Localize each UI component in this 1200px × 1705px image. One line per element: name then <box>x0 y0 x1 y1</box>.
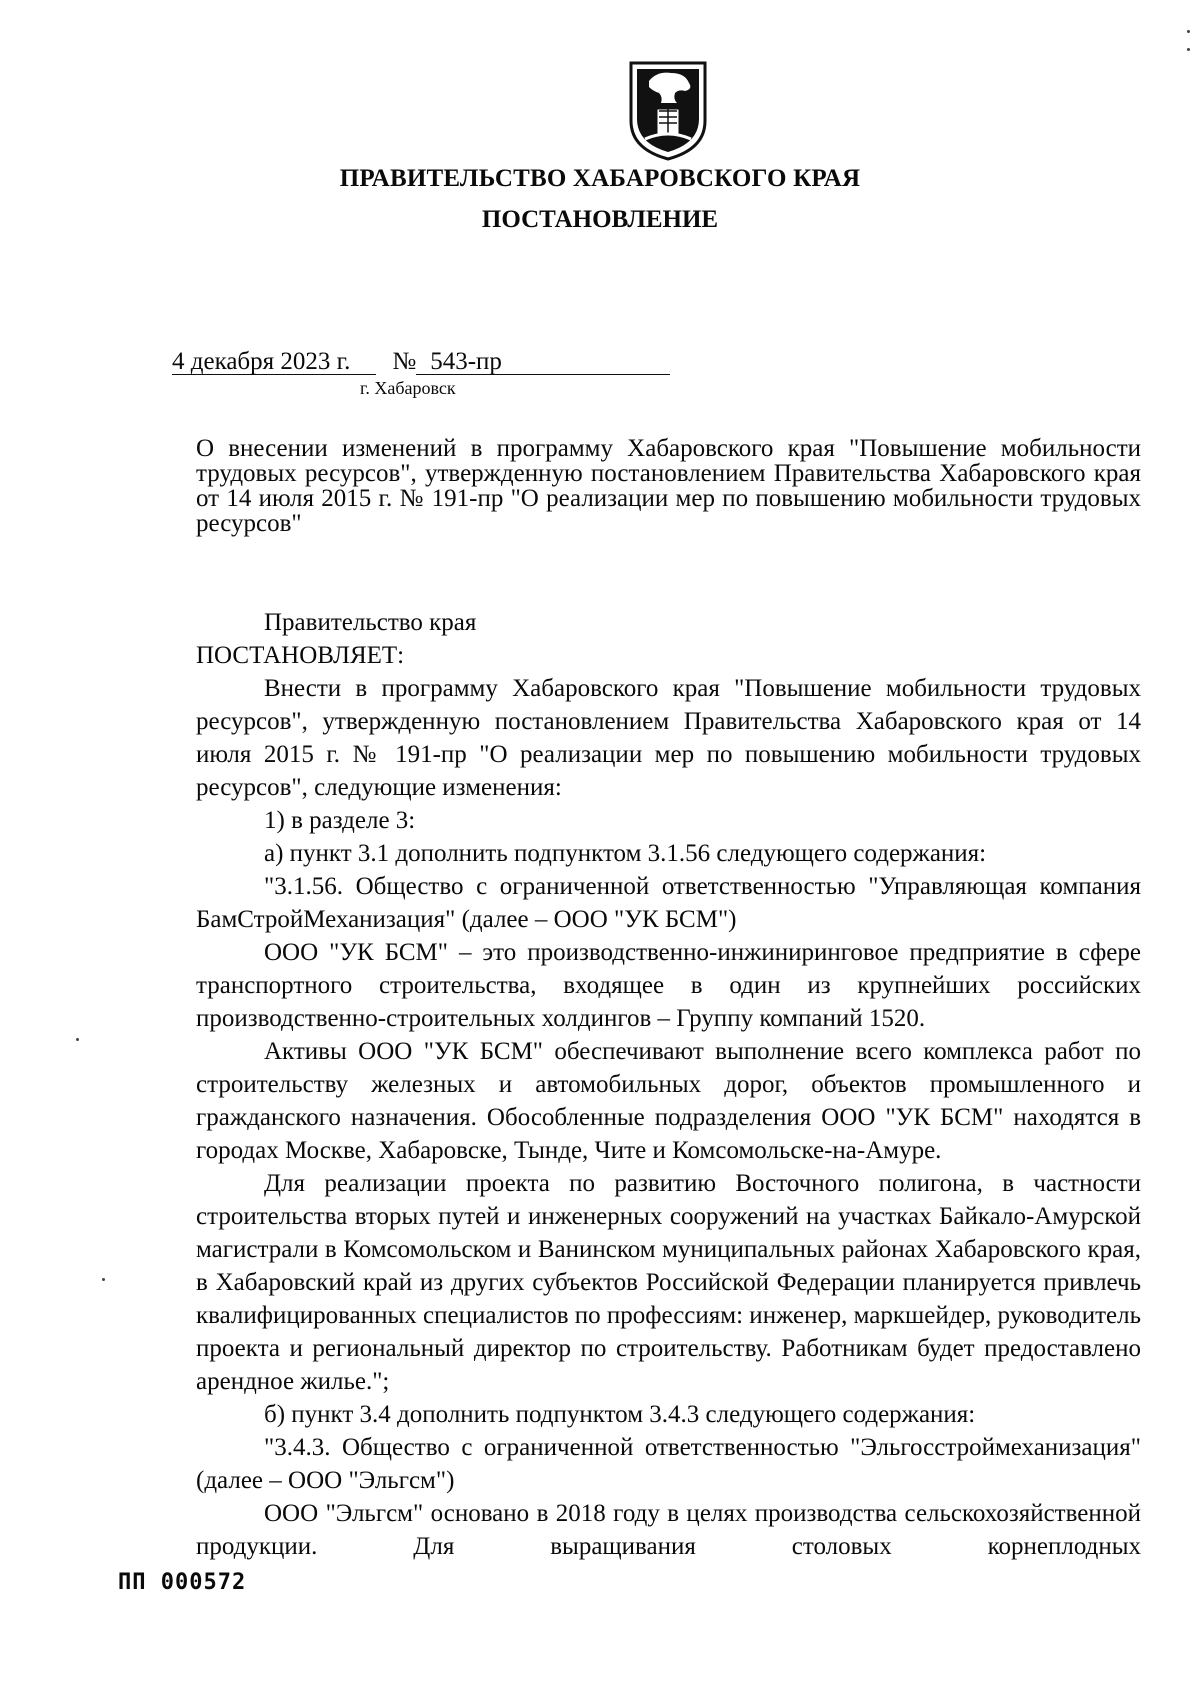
organization-title: ПРАВИТЕЛЬСТВО ХАБАРОВСКОГО КРАЯ <box>339 165 861 192</box>
body-paragraph: ООО "УК БСМ" – это производственно-инжиниринговое предприятие в сфере транспортного строительства, входящее в один из крупнейших российских производственно-строительных холдингов – Группу компаний 1520. <box>196 939 1141 1032</box>
body-paragraph: б) пункт 3.4 дополнить подпунктом 3.4.3 следующего содержания: <box>264 1401 976 1428</box>
body-paragraph: Активы ООО "УК БСМ" обеспечивают выполнение всего комплекса работ по строительству железных и автомобильных дорог, объектов промышленного и гражданского назначения. Обособленные подразделения ООО "УК БСМ" находятся в городах Москве, Хабаровске, Тынде, Чите и Комсомольске-на-Амуре. <box>196 1038 1141 1164</box>
scan-speck <box>76 1038 79 1041</box>
body-paragraph: ООО "Эльгсм" основано в 2018 году в целях производства сельскохозяйственной продукции. Для выращивания столовых корнеплодных <box>196 1500 1141 1560</box>
body-paragraph: Для реализации проекта по развитию Восточного полигона, в частности строительства вторых путей и инженерных сооружений на участках Байкало-Амурской магистрали в Комсомольском и Ванинском муниципальных районах Хабаровского края, в Хабаровский край из других субъектов Российской Федерации планируется привлечь квалифицированных специалистов по профессиям: инженер, маркшейдер, руководитель проекта и региональный директор по строительству. Работникам будет предоставлено арендное жилье."; <box>196 1170 1141 1395</box>
body-paragraph: Внести в программу Хабаровского края "Повышение мобильности трудовых ресурсов", утвержденную постановлением Правительства Хабаровского края от 14 июля 2015 г. № 191-пр "О реализации мер по повышению мобильности трудовых ресурсов", следующие изменения: <box>196 675 1141 801</box>
document-number: 543-пр <box>416 349 670 375</box>
preamble-resolves: ПОСТАНОВЛЯЕТ: <box>196 642 405 669</box>
document-city: г. Хабаровск <box>360 378 456 398</box>
body-paragraph: "3.1.56. Общество с ограниченной ответственностью "Управляющая компания БамСтройМеханизация" (далее – ООО "УК БСМ") <box>196 873 1141 933</box>
body-paragraph: 1) в разделе 3: <box>264 807 416 834</box>
scan-speck <box>102 1278 105 1281</box>
document-body <box>196 606 1141 1563</box>
form-code: ПП 000572 <box>118 1570 247 1595</box>
document-date-line <box>172 348 670 376</box>
body-paragraph: а) пункт 3.1 дополнить подпунктом 3.1.56 следующего содержания: <box>264 840 987 867</box>
document-subject: О внесении изменений в программу Хабаровского края "Повышение мобильности трудовых ресурсов", утвержденную постановлением Правительства Хабаровского края от 14 июля 2015 г. № 191-пр "О реализации мер по повышению мобильности трудовых ресурсов" <box>196 435 1141 537</box>
scan-speck <box>1187 30 1190 33</box>
preamble-government: Правительство края <box>264 609 477 636</box>
scan-speck <box>1187 48 1190 51</box>
coat-of-arms-emblem <box>627 59 709 161</box>
document-type-title: ПОСТАНОВЛЕНИЕ <box>481 206 719 233</box>
number-label: № <box>392 348 417 375</box>
document-date: 4 декабря 2023 г. <box>172 349 376 375</box>
body-paragraph: "3.4.3. Общество с ограниченной ответственностью "Эльгосстроймеханизация" (далее – ООО "Эльгсм") <box>196 1434 1141 1494</box>
